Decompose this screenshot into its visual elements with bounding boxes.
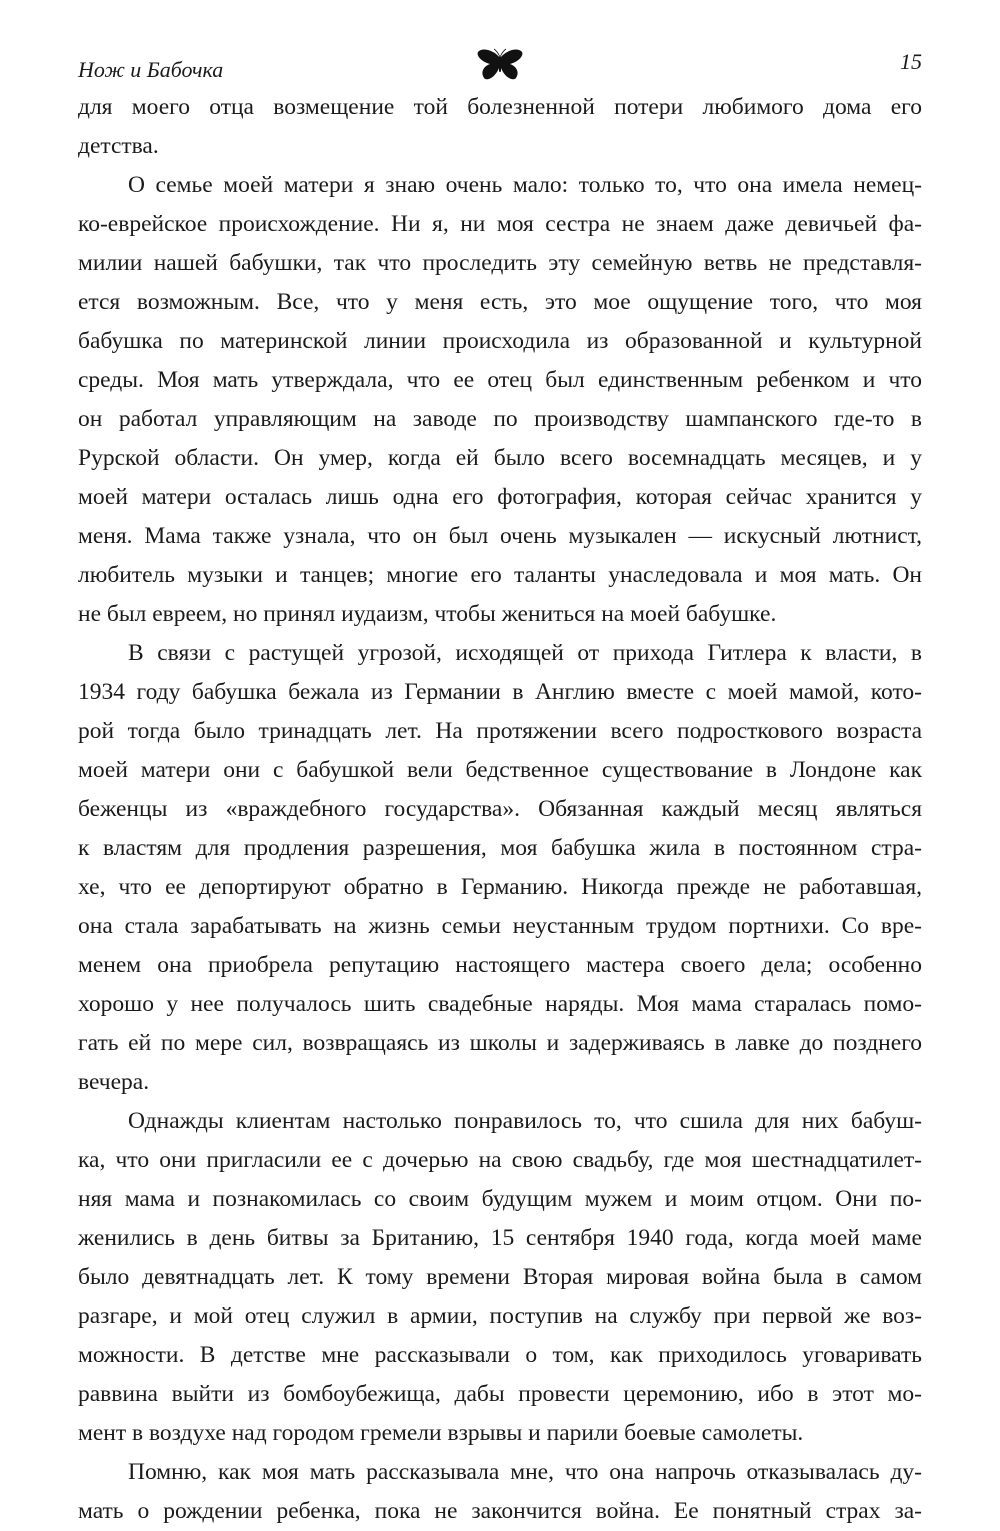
text-line: Рурской области. Он умер, когда ей было всего восемнадцать месяцев, и у xyxy=(78,445,922,471)
text-line: любитель музыки и танцев; многие его таланты унаследовала и моя мать. Он xyxy=(78,562,922,588)
text-line: милии нашей бабушки, так что проследить эту семейную ветвь не представля- xyxy=(78,250,922,276)
text-line: беженцы из «враждебного государства». Обязанная каждый месяц являться xyxy=(78,796,922,822)
text-line: раввина выйти из бомбоубежища, дабы провести церемонию, ибо в этот мо- xyxy=(78,1381,922,1407)
text-line: меня. Мама также узнала, что он был очень музыкален — искусный лютнист, xyxy=(78,523,922,549)
text-line: Помню, как моя мать рассказывала мне, что она напрочь отказывалась ду- xyxy=(128,1459,922,1485)
text-line: гать ей по мере сил, возвращаясь из школы и задерживаясь в лавке до позднего xyxy=(78,1030,922,1056)
text-line: моей матери осталась лишь одна его фотография, которая сейчас хранится у xyxy=(78,484,922,510)
text-line: разгаре, и мой отец служил в армии, поступив на службу при первой же воз- xyxy=(78,1303,922,1329)
text-line: было девятнадцать лет. К тому времени Вторая мировая война была в самом xyxy=(78,1264,922,1290)
text-line: вечера. xyxy=(78,1069,150,1095)
text-line: ка, что они пригласили ее с дочерью на свою свадьбу, где моя шестнадцатилет- xyxy=(78,1147,922,1173)
text-line: ко-еврейское происхождение. Ни я, ни моя сестра не знаем даже девичьей фа- xyxy=(78,211,922,237)
butterfly-icon xyxy=(476,48,524,82)
text-line: хорошо у нее получалось шить свадебные наряды. Моя мама старалась помо- xyxy=(78,991,922,1017)
page-number: 15 xyxy=(900,49,922,74)
text-line: 1934 году бабушка бежала из Германии в Англию вместе с моей мамой, кото- xyxy=(78,679,922,705)
text-line: детства. xyxy=(78,133,159,159)
text-line: не был евреем, но принял иудаизм, чтобы жениться на моей бабушке. xyxy=(78,601,777,627)
text-line: бабушка по материнской линии происходила из образованной и культурной xyxy=(78,328,922,354)
text-line: женились в день битвы за Британию, 15 сентября 1940 года, когда моей маме xyxy=(78,1225,922,1251)
text-line: хе, что ее депортируют обратно в Германию. Никогда прежде не работавшая, xyxy=(78,874,922,900)
text-line: среды. Моя мать утверждала, что ее отец был единственным ребенком и что xyxy=(78,367,922,393)
text-line: ется возможным. Все, что у меня есть, это мое ощущение того, что моя xyxy=(78,289,922,315)
text-line: мент в воздухе над городом гремели взрывы и парили боевые самолеты. xyxy=(78,1420,804,1446)
text-line: для моего отца возмещение той болезненной потери любимого дома его xyxy=(78,94,922,120)
text-line: В связи с растущей угрозой, исходящей от прихода Гитлера к власти, в xyxy=(128,640,922,666)
text-line: Однажды клиентам настолько понравилось то, что сшила для них бабуш- xyxy=(128,1108,922,1134)
text-line: няя мама и познакомилась со своим будущим мужем и моим отцом. Они по- xyxy=(78,1186,922,1212)
page-header xyxy=(78,48,922,88)
body-text xyxy=(78,88,922,1531)
text-line: мать о рождении ребенка, пока не закончится война. Ее понятный страх за- xyxy=(78,1498,922,1524)
text-line: О семье моей матери я знаю очень мало: только то, что она имела немец- xyxy=(128,172,922,198)
text-line: рой тогда было тринадцать лет. На протяжении всего подросткового возраста xyxy=(78,718,922,744)
running-title: Нож и Бабочка xyxy=(78,57,224,82)
text-line: к властям для продления разрешения, моя бабушка жила в постоянном стра- xyxy=(78,835,922,861)
text-line: она стала зарабатывать на жизнь семьи неустанным трудом портнихи. Со вре- xyxy=(78,913,922,939)
text-line: моей матери они с бабушкой вели бедственное существование в Лондоне как xyxy=(78,757,922,783)
text-line: можности. В детстве мне рассказывали о том, как приходилось уговаривать xyxy=(78,1342,922,1368)
text-line: менем она приобрела репутацию настоящего мастера своего дела; особенно xyxy=(78,952,922,978)
text-line: он работал управляющим на заводе по производству шампанского где-то в xyxy=(78,406,922,432)
